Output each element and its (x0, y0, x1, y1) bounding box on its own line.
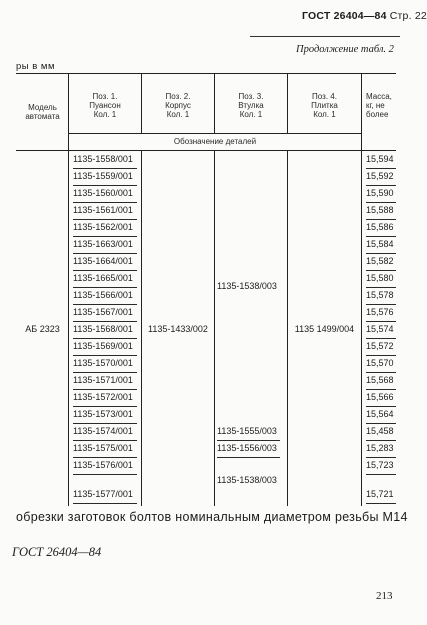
header-mass (362, 92, 406, 119)
header-rule (250, 36, 400, 37)
punch-underline (73, 202, 137, 203)
header-punch-line: Поз. 1. (92, 92, 118, 101)
header-mass-line: более (366, 110, 389, 119)
punch-underline (73, 321, 137, 322)
mass-underline (366, 406, 396, 407)
punch-underline (73, 270, 137, 271)
punch-underline (73, 389, 137, 390)
bushing-value: 1135-1555/003 (217, 426, 277, 436)
header-model (17, 103, 68, 121)
header-plate-line: Кол. 1 (313, 110, 336, 119)
mass-value: 15,578 (366, 290, 394, 300)
mass-value: 15,584 (366, 239, 394, 249)
mass-value: 15,568 (366, 375, 394, 385)
punch-designation: 1135-1566/001 (73, 290, 133, 300)
header-model-line: Модель (28, 103, 57, 112)
mass-underline (366, 440, 396, 441)
header-body-line: Корпус (165, 101, 191, 110)
mass-underline (366, 304, 396, 305)
punch-designation: 1135-1665/001 (73, 273, 133, 283)
punch-designation: 1135-1559/001 (73, 171, 133, 181)
punch-underline (73, 304, 137, 305)
header-model-line: автомата (25, 112, 60, 121)
mass-value: 15,592 (366, 171, 394, 181)
mass-value: 15,580 (366, 273, 394, 283)
mass-value: 15,586 (366, 222, 394, 232)
punch-underline (73, 168, 137, 169)
header-body-line: Поз. 2. (165, 92, 191, 101)
page-label: Стр. 22 (389, 10, 427, 22)
mass-underline (366, 185, 396, 186)
mass-underline (366, 474, 396, 475)
punch-designation: 1135-1575/001 (73, 443, 133, 453)
page-number: 213 (376, 590, 393, 602)
header-mass-line: кг, не (366, 101, 385, 110)
mass-underline (366, 321, 396, 322)
header-bottom-rule (16, 150, 396, 151)
header-bushing (215, 92, 287, 119)
model-value: АБ 2323 (25, 324, 60, 334)
punch-designation: 1135-1567/001 (73, 307, 133, 317)
header-bushing-line: Кол. 1 (239, 110, 263, 119)
col-rule-5 (361, 74, 362, 506)
punch-designation: 1135-1560/001 (73, 188, 133, 198)
punch-underline (73, 287, 137, 288)
plate-value: 1135 1499/004 (294, 324, 355, 334)
mass-underline (366, 270, 396, 271)
bushing-value: 1135-1556/003 (217, 443, 277, 453)
punch-underline (73, 338, 137, 339)
table-top-border (16, 73, 396, 74)
mass-underline (366, 457, 396, 458)
mass-value: 15,283 (366, 443, 394, 453)
table-continuation-label: Продолжение табл. 2 (296, 44, 394, 55)
punch-designation: 1135-1561/001 (73, 205, 133, 215)
mass-underline (366, 355, 396, 356)
mass-value: 15,590 (366, 188, 394, 198)
mass-underline (366, 287, 396, 288)
header-mass-line: Масса, (366, 92, 392, 101)
bushing-underline (217, 440, 280, 441)
header-plate-line: Поз. 4. (312, 92, 337, 101)
punch-designation: 1135-1577/001 (73, 489, 133, 499)
punch-underline (73, 457, 137, 458)
mass-underline (366, 236, 396, 237)
punch-underline (73, 406, 137, 407)
page-header (302, 10, 427, 22)
punch-designation: 1135-1573/001 (73, 409, 133, 419)
mass-value: 15,594 (366, 154, 394, 164)
header-punch (69, 92, 141, 119)
header-body (142, 92, 214, 119)
mass-value: 15,566 (366, 392, 394, 402)
punch-designation: 1135-1569/001 (73, 341, 133, 351)
body-value: 1135-1433/002 (148, 324, 208, 334)
mass-value: 15,582 (366, 256, 394, 266)
punch-underline (73, 474, 137, 475)
mass-value: 15,572 (366, 341, 394, 351)
group-header: Обозначение деталей (173, 137, 257, 146)
punch-designation: 1135-1664/001 (73, 256, 133, 266)
punch-underline (73, 236, 137, 237)
punch-underline (73, 372, 137, 373)
header-bushing-line: Поз. 3. (238, 92, 264, 101)
punch-designation: 1135-1571/001 (73, 375, 133, 385)
mass-value: 15,576 (366, 307, 394, 317)
col-rule-3-body (214, 151, 215, 506)
header-bushing-line: Втулка (238, 101, 264, 110)
table-caption: обрезки заготовок болтов номинальным диаметром резьбы М14 (16, 510, 408, 524)
mass-value: 15,721 (366, 489, 394, 499)
punch-underline (73, 253, 137, 254)
bushing-value: 1135-1538/003 (217, 281, 277, 291)
mass-value: 15,574 (366, 324, 394, 334)
punch-designation: 1135-1558/001 (73, 154, 133, 164)
mass-value: 15,458 (366, 426, 394, 436)
punch-designation: 1135-1570/001 (73, 358, 133, 368)
punch-underline (73, 423, 137, 424)
group-header-top-rule (68, 133, 361, 134)
mass-underline (366, 202, 396, 203)
mass-underline (366, 372, 396, 373)
mass-underline (366, 423, 396, 424)
punch-designation: 1135-1572/001 (73, 392, 133, 402)
punch-underline (73, 440, 137, 441)
mass-underline (366, 253, 396, 254)
punch-underline (73, 355, 137, 356)
bushing-underline (217, 457, 280, 458)
bushing-value: 1135-1538/003 (217, 475, 277, 485)
punch-designation: 1135-1663/001 (73, 239, 133, 249)
punch-underline (73, 503, 137, 504)
header-punch-line: Кол. 1 (93, 110, 117, 119)
punch-designation: 1135-1568/001 (73, 324, 133, 334)
mass-value: 15,723 (366, 460, 394, 470)
mass-underline (366, 219, 396, 220)
punch-underline (73, 185, 137, 186)
units-note: ры в мм (16, 61, 55, 72)
mass-value: 15,588 (366, 205, 394, 215)
mass-value: 15,564 (366, 409, 394, 419)
mass-underline (366, 168, 396, 169)
mass-value: 15,570 (366, 358, 394, 368)
header-plate-line: Плитка (311, 101, 338, 110)
punch-designation: 1135-1576/001 (73, 460, 133, 470)
mass-underline (366, 338, 396, 339)
mass-underline (366, 503, 396, 504)
header-punch-line: Пуансон (89, 101, 121, 110)
standard-code: ГОСТ 26404—84 (302, 10, 387, 22)
punch-designation: 1135-1562/001 (73, 222, 133, 232)
header-plate (288, 92, 361, 119)
punch-underline (73, 219, 137, 220)
mass-underline (366, 389, 396, 390)
punch-designation: 1135-1574/001 (73, 426, 133, 436)
footer-standard-code: ГОСТ 26404—84 (12, 545, 102, 559)
header-body-line: Кол. 1 (166, 110, 190, 119)
